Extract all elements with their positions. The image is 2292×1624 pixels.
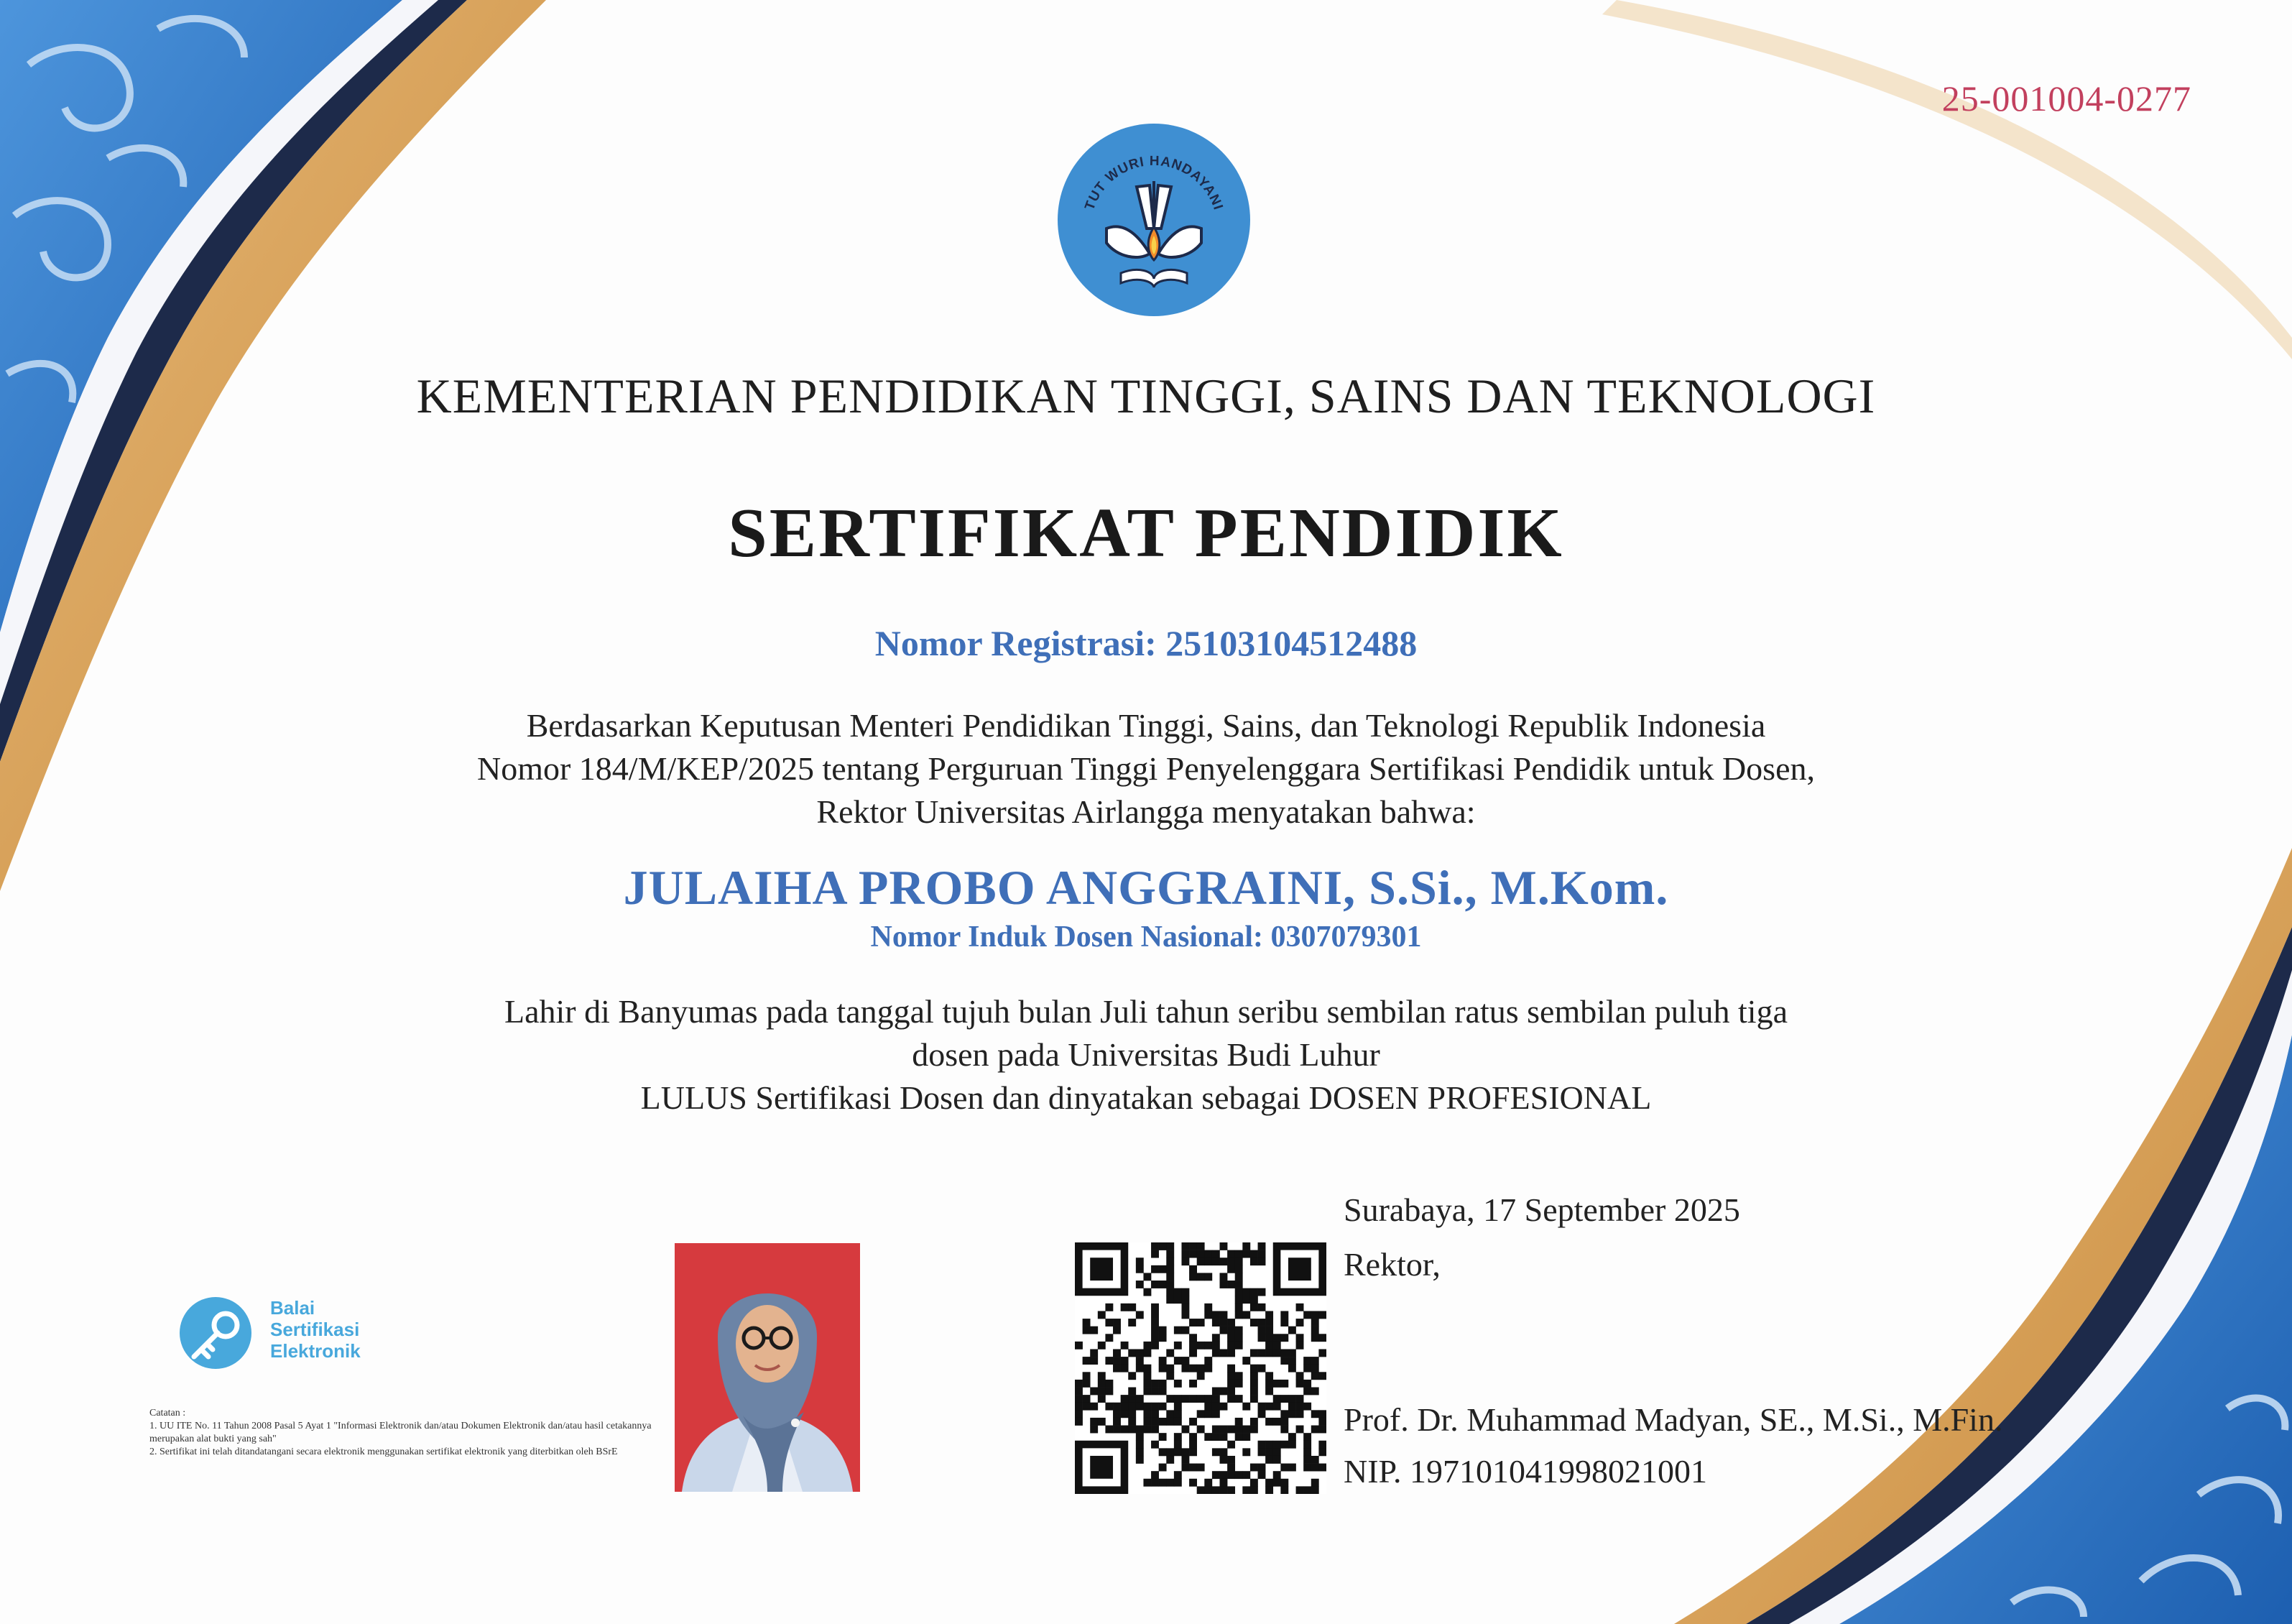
bsre-line: Sertifikasi (270, 1319, 360, 1340)
legal-notes (149, 1407, 667, 1459)
statement-line: dosen pada Universitas Budi Luhur (912, 1036, 1380, 1073)
bsre-logo-text (270, 1297, 361, 1362)
ministry-name: KEMENTERIAN PENDIDIKAN TINGGI, SAINS DAN TEKNOLOGI (416, 369, 1876, 423)
notes-heading: Catatan : (149, 1408, 186, 1418)
decree-line: Rektor Universitas Airlangga menyatakan bahwa: (816, 793, 1476, 830)
signer-details (1344, 1394, 2002, 1498)
signature-block (1344, 1183, 1740, 1292)
lecturer-id-number: Nomor Induk Dosen Nasional: 0307079301 (870, 921, 1422, 954)
signer-role: Rektor, (1344, 1246, 1441, 1283)
statement-line: Lahir di Banyumas pada tanggal tujuh bulan Juli tahun seribu sembilan ratus sembilan puluh tiga (504, 993, 1788, 1030)
certificate-holder-name: JULAIHA PROBO ANGGRAINI, S.Si., M.Kom. (623, 860, 1669, 915)
svg-text:TUT WURI HANDAYANI: TUT WURI HANDAYANI (1082, 153, 1226, 213)
signing-place-date: Surabaya, 17 September 2025 (1344, 1191, 1740, 1228)
tut-wuri-handayani-emblem (1056, 121, 1252, 319)
note-item: 2. Sertifikat ini telah ditandatangani secara elektronik menggunakan sertifikat elektronik yang diterbitkan oleh BSrE (149, 1447, 618, 1457)
decree-paragraph (0, 704, 2292, 834)
registration-number: Nomor Registrasi: 25103104512488 (874, 623, 1418, 663)
bsre-line: Elektronik (270, 1340, 361, 1362)
verification-qr-code[interactable] (1075, 1242, 1326, 1494)
signer-name: Prof. Dr. Muhammad Madyan, SE., M.Si., M.Fin. (1344, 1401, 2003, 1438)
holder-photo (675, 1243, 860, 1492)
certificate-title: SERTIFIKAT PENDIDIK (728, 494, 1564, 572)
statement-line: LULUS Sertifikasi Dosen dan dinyatakan sebagai DOSEN PROFESIONAL (640, 1079, 1652, 1116)
note-item: 1. UU ITE No. 11 Tahun 2008 Pasal 5 Ayat 1 "Informasi Elektronik dan/atau Dokumen Elektronik dan/atau hasil cetakannya merupakan alat bukti yang sah" (149, 1421, 652, 1444)
bsre-line: Balai (270, 1297, 315, 1319)
signer-nip: NIP. 197101041998021001 (1344, 1453, 1708, 1490)
certificate-serial-number: 25-001004-0277 (1941, 78, 2191, 119)
decree-line: Nomor 184/M/KEP/2025 tentang Perguruan Tinggi Penyelenggara Sertifikasi Pendidik untuk Dosen, (476, 750, 1815, 787)
certification-statement (0, 990, 2292, 1120)
decree-line: Berdasarkan Keputusan Menteri Pendidikan Tinggi, Sains, dan Teknologi Republik Indonesia (526, 707, 1766, 744)
